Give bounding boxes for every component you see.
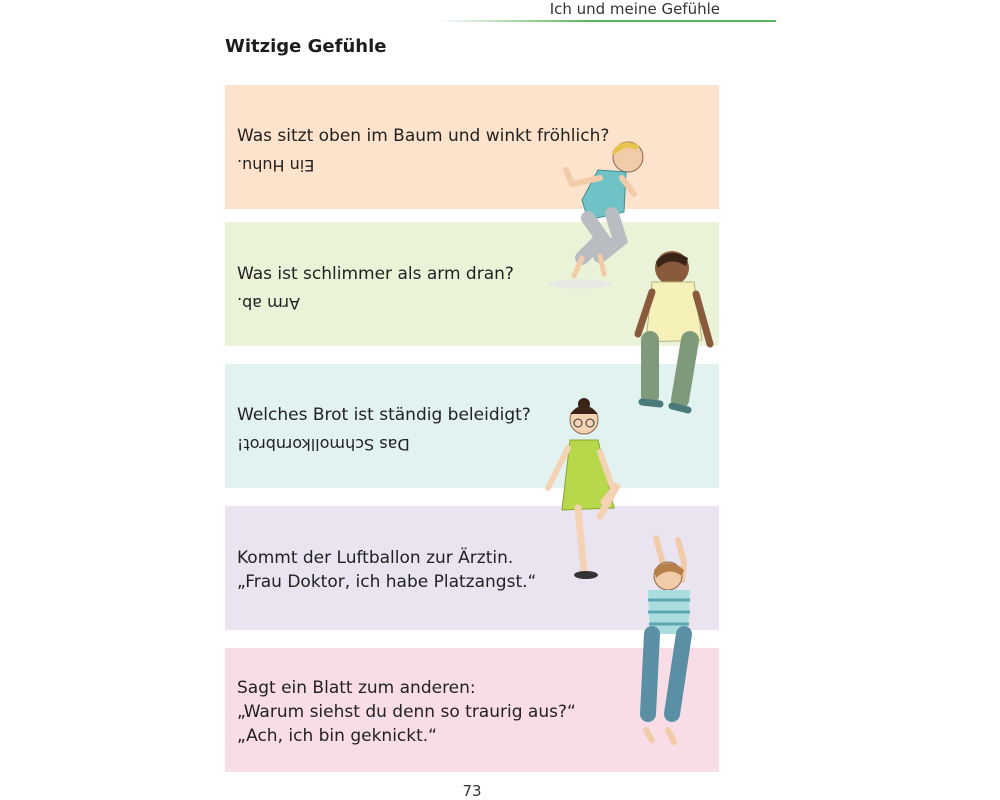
joke-line: Sagt ein Blatt zum anderen: bbox=[237, 678, 476, 698]
running-header: Ich und meine Gefühle bbox=[549, 0, 720, 18]
joke-question: Was ist schlimmer als arm dran? bbox=[237, 264, 514, 284]
jumping-boy-figure bbox=[548, 142, 643, 289]
page-number: 73 bbox=[462, 782, 482, 800]
joke-question: Was sitzt oben im Baum und winkt fröhlich? bbox=[237, 126, 610, 146]
section-title: Witzige Gefühle bbox=[225, 36, 387, 57]
girl-with-glasses-figure bbox=[548, 398, 618, 579]
joke-answer-upside-down: Arm ab. bbox=[237, 294, 300, 313]
stretching-boy-figure bbox=[646, 538, 690, 742]
joke-line: Kommt der Luftballon zur Ärztin. bbox=[237, 548, 514, 568]
joke-answer-upside-down: Das Schmollkornbrot! bbox=[237, 435, 410, 454]
joke-line: „Frau Doktor, ich habe Platzangst.“ bbox=[237, 572, 537, 592]
joke-line: „Ach, ich bin geknickt.“ bbox=[237, 726, 437, 746]
sitting-boy-figure bbox=[638, 251, 710, 410]
joke-question: Welches Brot ist ständig beleidigt? bbox=[237, 405, 531, 425]
joke-line: „Warum siehst du denn so traurig aus?“ bbox=[237, 702, 576, 722]
joke-answer-upside-down: Ein Huhu. bbox=[237, 156, 315, 175]
